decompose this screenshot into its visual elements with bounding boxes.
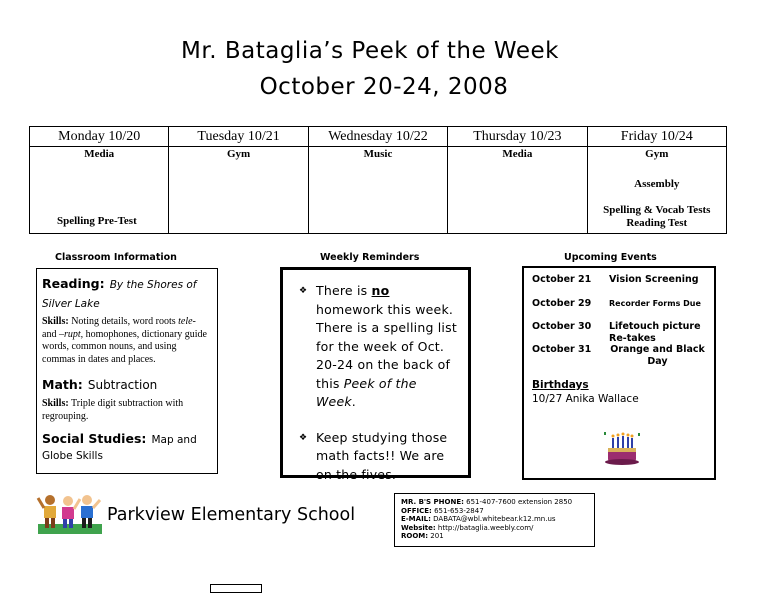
day-cell-tuesday [169,147,308,234]
upcoming-events-heading: Upcoming Events [564,252,657,263]
event-friday-assembly: Assembly [634,178,680,190]
contact-room-value: 201 [428,532,444,541]
social-studies-topic: Map and Globe Skills [42,434,197,462]
special-monday: Media [84,148,115,160]
contact-phone-value: 651-407-7600 extension 2850 [463,498,573,506]
page-title: Mr. Bataglia’s Peek of the Week [181,38,559,64]
day-cell-thursday [448,147,587,234]
diamond-bullet-icon: ❖ [299,432,308,443]
reading-skills-rupt: –rupt, [58,328,84,340]
reading-skills-label: Skills: [42,316,69,327]
math-topic: Subtraction [87,378,158,392]
day-header-tuesday: Tuesday 10/21 [169,127,308,147]
reading-book: By the Shores of Silver Lake [42,279,197,310]
contact-email-label: E-MAIL: [401,515,431,524]
weekly-reminders-box [280,267,471,482]
empty-text-box [210,584,262,593]
math-section [42,374,212,393]
reading-skills-and: and [42,328,59,340]
reading-label: Reading: [42,276,105,291]
contact-room-label: ROOM: [401,532,429,541]
contact-office-label: OFFICE: [401,506,432,515]
contact-room [401,532,588,541]
event-row [532,274,706,286]
reminder-1-text-b: homework this week. There is a spelling list for the week of Oct. 20-24 on the back of this [316,301,457,391]
special-thursday: Media [502,148,533,160]
event-friday-reading: Reading Test [626,217,688,229]
social-studies-section [42,431,212,463]
event-text: Vision Screening [609,274,699,285]
event-date: October 29 [532,297,592,309]
school-kids-logo-icon [36,490,104,538]
event-date: October 31 [532,344,592,355]
day-cell-monday [30,147,169,234]
math-label: Math: [42,377,83,392]
event-date: October 21 [532,274,592,285]
day-header-monday: Monday 10/20 [30,127,169,147]
schedule-header-row [30,127,727,147]
contact-info-box [394,493,595,547]
birthday-entry: 10/27 Anika Wallace [532,393,639,405]
contact-office-value: 651-653-2847 [431,506,484,515]
reading-section [42,273,212,311]
reading-skills-text-b: homophones, dictionary guide words, common nouns, and using commas in dates and places. [42,328,207,365]
day-cell-friday [587,147,726,234]
social-studies-label: Social Studies: [42,431,147,446]
reading-skills-tele: tele- [178,316,196,327]
weekly-reminders-heading: Weekly Reminders [320,252,420,263]
reminder-2-text: Keep studying those math facts!! We are on the fives. [316,429,448,482]
contact-email[interactable] [401,515,588,524]
reminder-1-end: . [351,394,356,409]
event-row [532,298,706,310]
day-cell-wednesday [308,147,447,234]
day-header-wednesday: Wednesday 10/22 [308,127,447,147]
math-skills [42,398,212,423]
event-row [532,344,706,367]
special-friday: Gym [645,148,669,160]
day-header-thursday: Thursday 10/23 [448,127,587,147]
contact-website-label: Website: [401,523,436,532]
contact-office [401,507,588,516]
event-friday-spelling: Spelling & Vocab Tests [603,204,711,216]
schedule-body-row [30,147,727,234]
event-text: Lifetouch picture Re-takes [609,321,701,344]
diamond-bullet-icon: ❖ [299,286,308,296]
reminder-1-title: Peek of the Week [316,375,417,409]
math-skills-label: Skills: [42,398,69,409]
birthday-cake-icon [602,428,642,468]
contact-website[interactable] [401,524,588,533]
reminder-item [299,282,460,412]
reading-skills [42,316,212,366]
classroom-info-heading: Classroom Information [55,252,177,263]
event-date: October 30 [532,321,592,332]
special-tuesday: Gym [226,148,251,160]
reading-skills-text-a: Noting details, word roots [68,316,179,327]
birthdays-heading: Birthdays [532,379,589,391]
event-row [532,321,706,344]
upcoming-events-box [522,266,716,480]
reminder-1-no: no [371,283,390,298]
school-name: Parkview Elementary School [107,505,356,525]
reminder-1-text-a: There is [316,283,372,298]
weekly-schedule-table [29,126,727,234]
classroom-info-box [36,268,218,474]
contact-email-value[interactable]: DABATA@wbl.whitebear.k12.mn.us [430,515,556,524]
math-skills-text: Triple digit subtraction with regrouping. [42,398,184,422]
event-monday: Spelling Pre-Test [57,215,137,227]
contact-phone-label: MR. B'S PHONE: [401,498,464,506]
event-text: Recorder Forms Due [609,298,701,308]
event-friday-tests [588,204,726,230]
event-text: Orange and Black Day [610,344,705,367]
page-subtitle-date: October 20-24, 2008 [259,74,509,100]
special-wednesday: Music [363,148,393,160]
contact-phone [401,498,588,507]
contact-website-link[interactable]: http://bataglia.weebly.com/ [435,523,534,532]
reminder-item [299,429,460,485]
day-header-friday: Friday 10/24 [587,127,726,147]
